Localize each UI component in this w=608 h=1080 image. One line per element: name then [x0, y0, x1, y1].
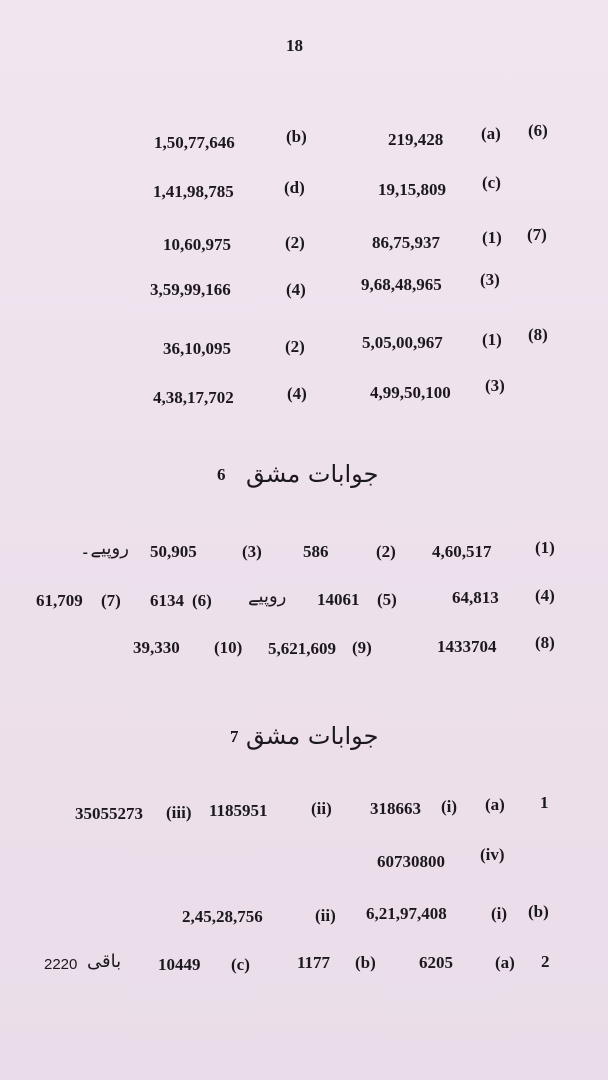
subpart-label: (ii) [315, 906, 336, 925]
remainder-label: باقی [87, 951, 122, 972]
answer-value: 35055273 [75, 804, 143, 823]
answer-value: 60730800 [377, 852, 445, 871]
question-number: (7) [527, 225, 547, 244]
answer-value: 5,621,609 [268, 639, 336, 658]
answer-value: 64,813 [452, 588, 499, 607]
answer-value: 10,60,975 [163, 235, 231, 254]
part-label: (d) [284, 178, 305, 197]
part-label: (1) [482, 330, 502, 349]
answer-value: 3,59,99,166 [150, 280, 231, 299]
question-number: (6) [528, 121, 548, 140]
question-number: (8) [535, 633, 555, 652]
question-number: 2 [541, 952, 550, 971]
question-number: (3) [242, 542, 262, 561]
answer-value: 1177 [297, 953, 331, 972]
subpart-label: (iv) [480, 845, 505, 864]
question-number: (7) [101, 591, 121, 610]
page-number: 18 [286, 36, 303, 55]
section-heading: جوابات مشق [246, 460, 379, 488]
part-label: (a) [481, 124, 501, 143]
section-number: 7 [230, 727, 239, 746]
part-label: (3) [485, 376, 505, 395]
answer-value: 4,38,17,702 [153, 388, 234, 407]
question-number: (4) [535, 586, 555, 605]
answer-value: 14061 [317, 590, 360, 609]
part-label: (b) [286, 127, 307, 146]
question-number: (1) [535, 538, 555, 557]
subpart-label: (i) [441, 797, 458, 816]
answer-value: 2,45,28,756 [182, 907, 263, 926]
part-label: (b) [355, 953, 376, 972]
part-label: (a) [495, 953, 515, 972]
answer-value: 6205 [419, 953, 453, 972]
question-number: (10) [214, 638, 243, 657]
part-label: (2) [285, 233, 305, 252]
question-number: (6) [192, 591, 212, 610]
answer-value: 2220 [44, 956, 78, 973]
section-number: 6 [217, 465, 226, 484]
answer-value: 6134 [150, 591, 184, 610]
currency-label: روپیے [248, 586, 287, 607]
part-label: (c) [482, 173, 501, 192]
part-label: (c) [231, 955, 250, 974]
answer-value: 1,41,98,785 [153, 182, 234, 201]
answer-value: 219,428 [388, 130, 444, 149]
currency-label: روپیے۔ [80, 538, 129, 559]
answer-value: 318663 [370, 799, 421, 818]
part-label: (4) [287, 384, 307, 403]
answer-value: 39,330 [133, 638, 180, 657]
part-label: (b) [528, 902, 549, 921]
subpart-label: (iii) [166, 803, 192, 822]
question-number: 1 [540, 793, 549, 812]
part-label: (1) [482, 228, 502, 247]
answer-value: 19,15,809 [378, 180, 446, 199]
answer-value: 50,905 [150, 542, 197, 561]
answer-value: 5,05,00,967 [362, 333, 443, 352]
answer-value: 1433704 [437, 637, 497, 656]
answer-value: 61,709 [36, 591, 83, 610]
section-heading: جوابات مشق [246, 722, 379, 750]
part-label: (4) [286, 280, 306, 299]
question-number: (2) [376, 542, 396, 561]
subpart-label: (ii) [311, 799, 332, 818]
question-number: (5) [377, 590, 397, 609]
question-number: (8) [528, 325, 548, 344]
answer-value: 1185951 [209, 801, 268, 820]
answer-value: 1,50,77,646 [154, 133, 235, 152]
answer-value: 86,75,937 [372, 233, 440, 252]
answer-value: 586 [303, 542, 329, 561]
answer-value: 6,21,97,408 [366, 904, 447, 923]
part-label: (a) [485, 795, 505, 814]
part-label: (2) [285, 337, 305, 356]
answer-value: 36,10,095 [163, 339, 231, 358]
subpart-label: (i) [491, 904, 508, 923]
question-number: (9) [352, 638, 372, 657]
answer-value: 9,68,48,965 [361, 275, 442, 294]
answer-value: 10449 [158, 955, 201, 974]
answer-value: 4,99,50,100 [370, 383, 451, 402]
part-label: (3) [480, 270, 500, 289]
answer-value: 4,60,517 [432, 542, 492, 561]
